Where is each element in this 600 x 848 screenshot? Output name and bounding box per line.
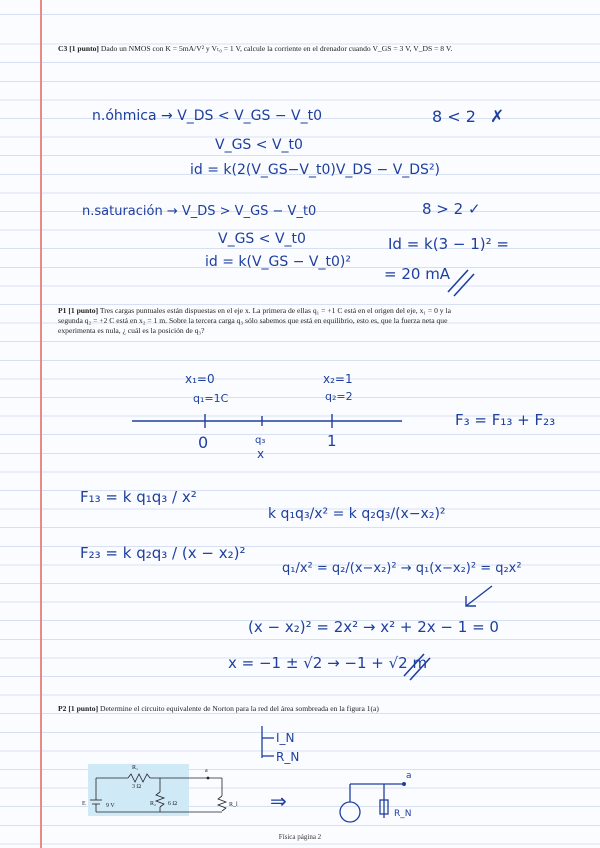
circuit-rl-label: R_l — [229, 802, 238, 808]
problem-p2-id: P2 — [58, 704, 67, 713]
hw-q2: q₂=2 — [325, 390, 353, 403]
hw-ohmica: n.óhmica → V_DS < V_GS − V_t0 — [92, 108, 322, 124]
hw-rn: R_N — [276, 750, 300, 764]
hw-sat-cond: V_GS < V_t0 — [218, 231, 306, 247]
hw-sat-check: 8 > 2 ✓ — [422, 200, 481, 218]
hw-eq4: x = −1 ± √2 → −1 + √2 m — [228, 654, 428, 672]
hw-norton-bracket — [262, 726, 274, 758]
hw-in: I_N — [276, 731, 295, 745]
hw-eq2: q₁/x² = q₂/(x−x₂)² → q₁(x−x₂)² = q₂x² — [282, 561, 522, 576]
circuit-r1-value: 3 Ω — [132, 784, 141, 790]
hw-eq1: k q₁q₃/x² = k q₂q₃/(x−x₂)² — [268, 506, 446, 522]
hw-ohmica-check: 8 < 2 — [432, 107, 476, 126]
hw-x2: x₂=1 — [323, 372, 353, 386]
circuit-r1-label: R₁ — [132, 765, 139, 771]
problem-p2-text: Determine el circuito equivalente de Norton para la red del área sombreada en la figura 1(a) — [100, 704, 379, 713]
problem-p1-text: Tres cargas puntuales están dispuestas en el eje x. La primera de ellas q₁ = +1 C está en el origen del eje, x₁ = 0 y la segunda q₂ = +2 C está en x₂ = 1 m. Sobre la tercera carga q₃ sólo sabemos que está en equilibrio, esto es, que la fuerza neta que experimenta es nula, ¿ cuál es la posición de q₃? — [58, 306, 451, 336]
hw-f3-sum: F₃ = F₁₃ + F₂₃ — [455, 411, 556, 429]
hw-result-double-slash — [448, 270, 474, 296]
page-footer: Física página 2 — [278, 833, 322, 841]
circuit-e-label: E — [82, 801, 86, 807]
hw-tick-1: 1 — [327, 432, 337, 450]
problem-p2-points: [1 punto] — [68, 704, 99, 713]
hw-arrow-down-left — [466, 586, 492, 606]
problem-c3-id: C3 — [58, 44, 68, 53]
circuit-e-value: 9 V — [106, 803, 115, 809]
hw-result-2: = 20 mA — [384, 265, 451, 283]
hw-q1: q₁=1C — [193, 392, 229, 405]
problem-p1-id: P1 — [58, 306, 67, 315]
hw-number-line — [132, 414, 402, 428]
hw-q3: q₃ — [255, 435, 266, 446]
circuit-node-a: a — [205, 768, 208, 774]
hw-x1: x₁=0 — [185, 372, 215, 386]
hw-f13: F₁₃ = k q₁q₃ / x² — [80, 488, 197, 506]
circuit-r2-label: R₂ — [150, 801, 157, 807]
hw-cross-mark: ✗ — [490, 107, 505, 127]
problem-c3-text: Dado un NMOS con K = 5mA/V² y Vₜ₀ = 1 V, calcule la corriente en el drenador cuando V_GS = 3 V, V_DS = 8 V. — [100, 44, 453, 53]
hw-result-1: Id = k(3 − 1)² = — [388, 235, 509, 253]
problem-p1-points: [1 punto] — [68, 306, 99, 315]
hw-x-position: x — [257, 447, 265, 461]
hw-equiv-arrow: ⇒ — [270, 789, 287, 813]
hw-ohmica-formula: id = k(2(V_GS−V_t0)V_DS − V_DS²) — [190, 162, 441, 178]
hw-saturacion: n.saturación → V_DS > V_GS − V_t0 — [82, 204, 317, 219]
hw-tick-0: 0 — [198, 433, 209, 452]
circuit-r2-value: 6 Ω — [168, 801, 177, 807]
hw-f23: F₂₃ = k q₂q₃ / (x − x₂)² — [80, 544, 246, 562]
problem-c3-points: [1 punto] — [69, 44, 99, 53]
hw-eq3: (x − x₂)² = 2x² → x² + 2x − 1 = 0 — [248, 618, 499, 636]
hw-node-a: a — [406, 771, 412, 781]
hw-rn-box: R_N — [394, 809, 412, 819]
hw-ohmica-cond: V_GS < V_t0 — [215, 137, 303, 153]
hw-sat-formula: id = k(V_GS − V_t0)² — [205, 254, 351, 270]
